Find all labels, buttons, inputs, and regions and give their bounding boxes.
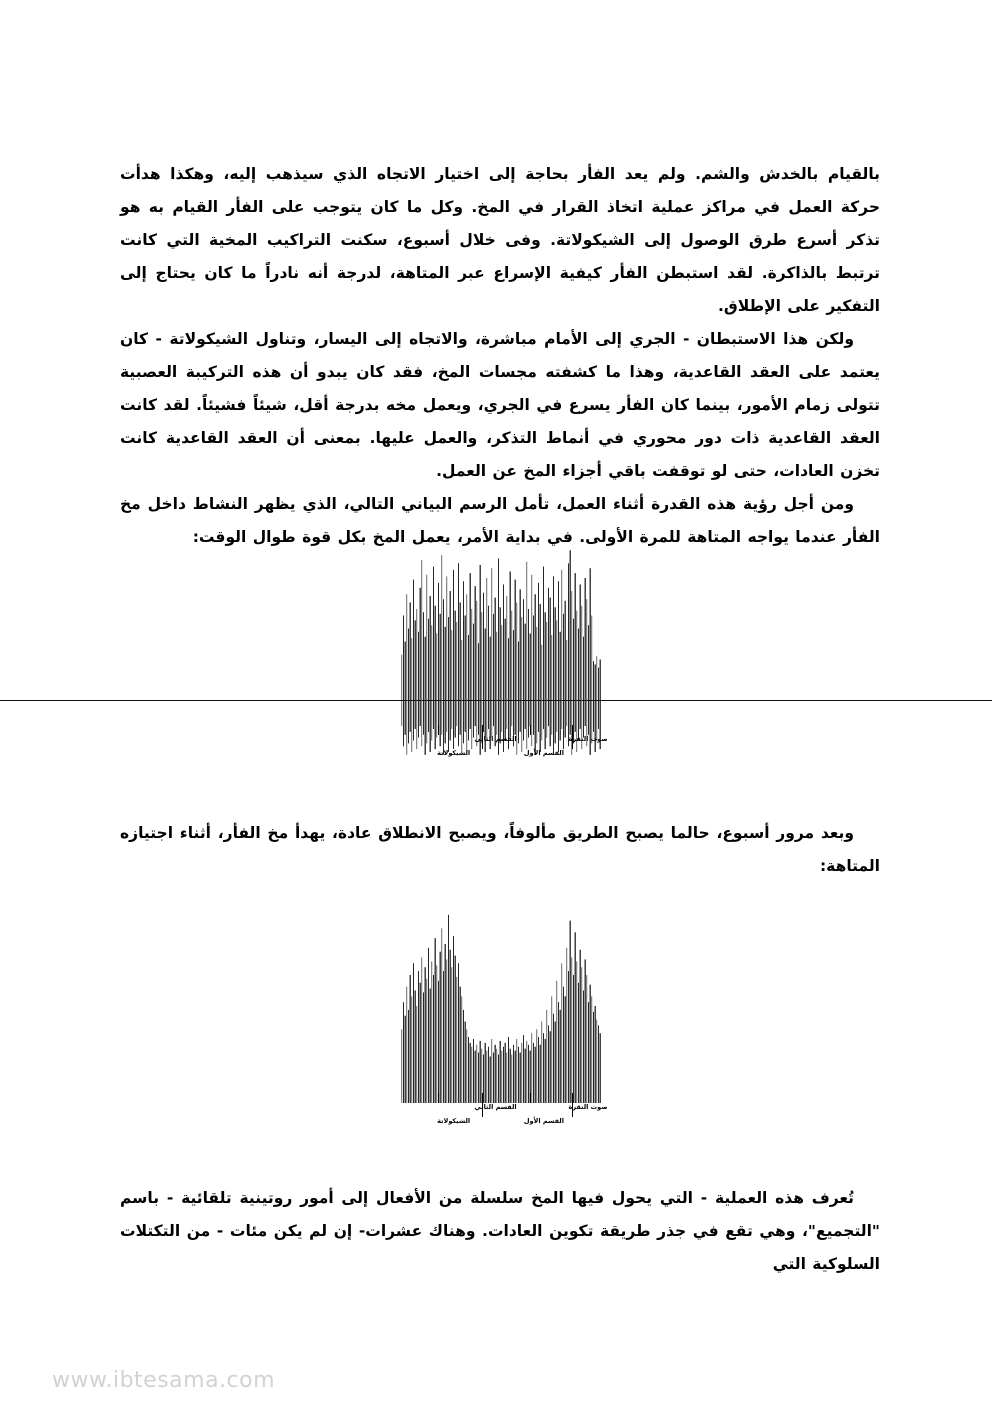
figure-annotation-tick: [572, 725, 573, 749]
figure-brain-activity-after-week: [396, 905, 606, 1155]
site-watermark: www.ibtesama.com: [52, 1368, 276, 1393]
figure-annotation-tick: [530, 1093, 531, 1103]
figure-annotation-label: صوت النقرة: [568, 1103, 608, 1111]
figure-annotation-label: الشيكولاتة: [437, 1117, 471, 1125]
figure-annotation-tick: [438, 1093, 439, 1103]
paragraph-2: ولكن هذا الاستبطان - الجري إلى الأمام مباشرة، والاتجاه إلى اليسار، وتناول الشيكولاتة - كان يعتمد على العقد القاعدية، وهذا ما كشفته مجسات المخ، فقد كان يبدو أن هذه التركيبة العصبية تتولى زمام الأمور، بينما كان الفأر يسرع في الجري، ويعمل مخه بدرجة أقل، شيئاً فشيئاً. لقد كانت العقد القاعدية ذات دور محوري في أنماط التذكر، والعمل عليها. بمعنى أن العقد القاعدية كانت تخزن العادات، حتى لو توقفت باقي أجزاء المخ عن العمل.: [120, 330, 880, 480]
figure-2-label-row-a: [396, 1103, 606, 1117]
figure-1-label-row-a: [396, 735, 606, 749]
figure-annotation-label: الشيكولاتة: [437, 749, 471, 757]
figure-annotation-label: القسم الثاني: [474, 735, 517, 743]
figure-annotation-label: القسم الأول: [523, 749, 564, 757]
figure-annotation-tick: [438, 725, 439, 735]
figure-2-label-row-b: [396, 1117, 606, 1131]
figure-1-plot-area: [396, 543, 606, 758]
page-horizontal-rule: [0, 700, 992, 701]
figure-brain-activity-first-run: [396, 543, 606, 788]
paragraph-3: ومن أجل رؤية هذه القدرة أثناء العمل، تأمل الرسم البياني التالي، الذي يظهر النشاط داخل مخ الفأر عندما يواجه المتاهة للمرة الأولى. في بداية الأمر، يعمل المخ بكل قوة طوال الوقت:: [120, 495, 880, 546]
figure-annotation-tick: [530, 725, 531, 735]
figure-annotation-tick: [482, 725, 483, 749]
figure-annotation-label: صوت النقرة: [568, 735, 608, 743]
figure-annotation-tick: [482, 1093, 483, 1117]
paragraph-block-top: [120, 158, 880, 554]
figure-annotation-label: القسم الأول: [523, 1117, 564, 1125]
paragraph-4: وبعد مرور أسبوع، حالما يصبح الطريق مألوفاً، ويصبح الانطلاق عادة، يهدأ مخ الفأر، أثناء اجتيازه المتاهة:: [120, 824, 880, 875]
spike-train-chart-2: [396, 905, 606, 1105]
paragraph-block-bottom: [120, 1182, 880, 1281]
spike-train-chart-1: [396, 543, 606, 758]
paragraph-block-middle: [120, 817, 880, 883]
figure-annotation-label: القسم الثاني: [474, 1103, 517, 1111]
figure-annotation-tick: [572, 1093, 573, 1117]
paragraph-1: بالقيام بالخدش والشم. ولم يعد الفأر بحاجة إلى اختيار الاتجاه الذي سيذهب إليه، وهكذا هدأت حركة العمل في مراكز عملية اتخاذ القرار في المخ. وكل ما كان يتوجب على الفأر القيام به هو تذكر أسرع طرق الوصول إلى الشيكولاتة. وفى خلال أسبوع، سكنت التراكيب المخية التي كانت ترتبط بالذاكرة. لقد استبطن الفأر كيفية الإسراع عبر المتاهة، لدرجة أنه نادراً ما كان يحتاج إلى التفكير على الإطلاق.: [120, 165, 880, 315]
figure-2-plot-area: [396, 905, 606, 1105]
paragraph-5: تُعرف هذه العملية - التي يحول فيها المخ سلسلة من الأفعال إلى أمور روتينية تلقائية - باسم "التجميع"، وهي تقع في جذر طريقة تكوين العادات. وهناك عشرات- إن لم يكن مئات - من التكتلات السلوكية التي: [120, 1189, 880, 1273]
figure-1-label-row-b: [396, 749, 606, 763]
